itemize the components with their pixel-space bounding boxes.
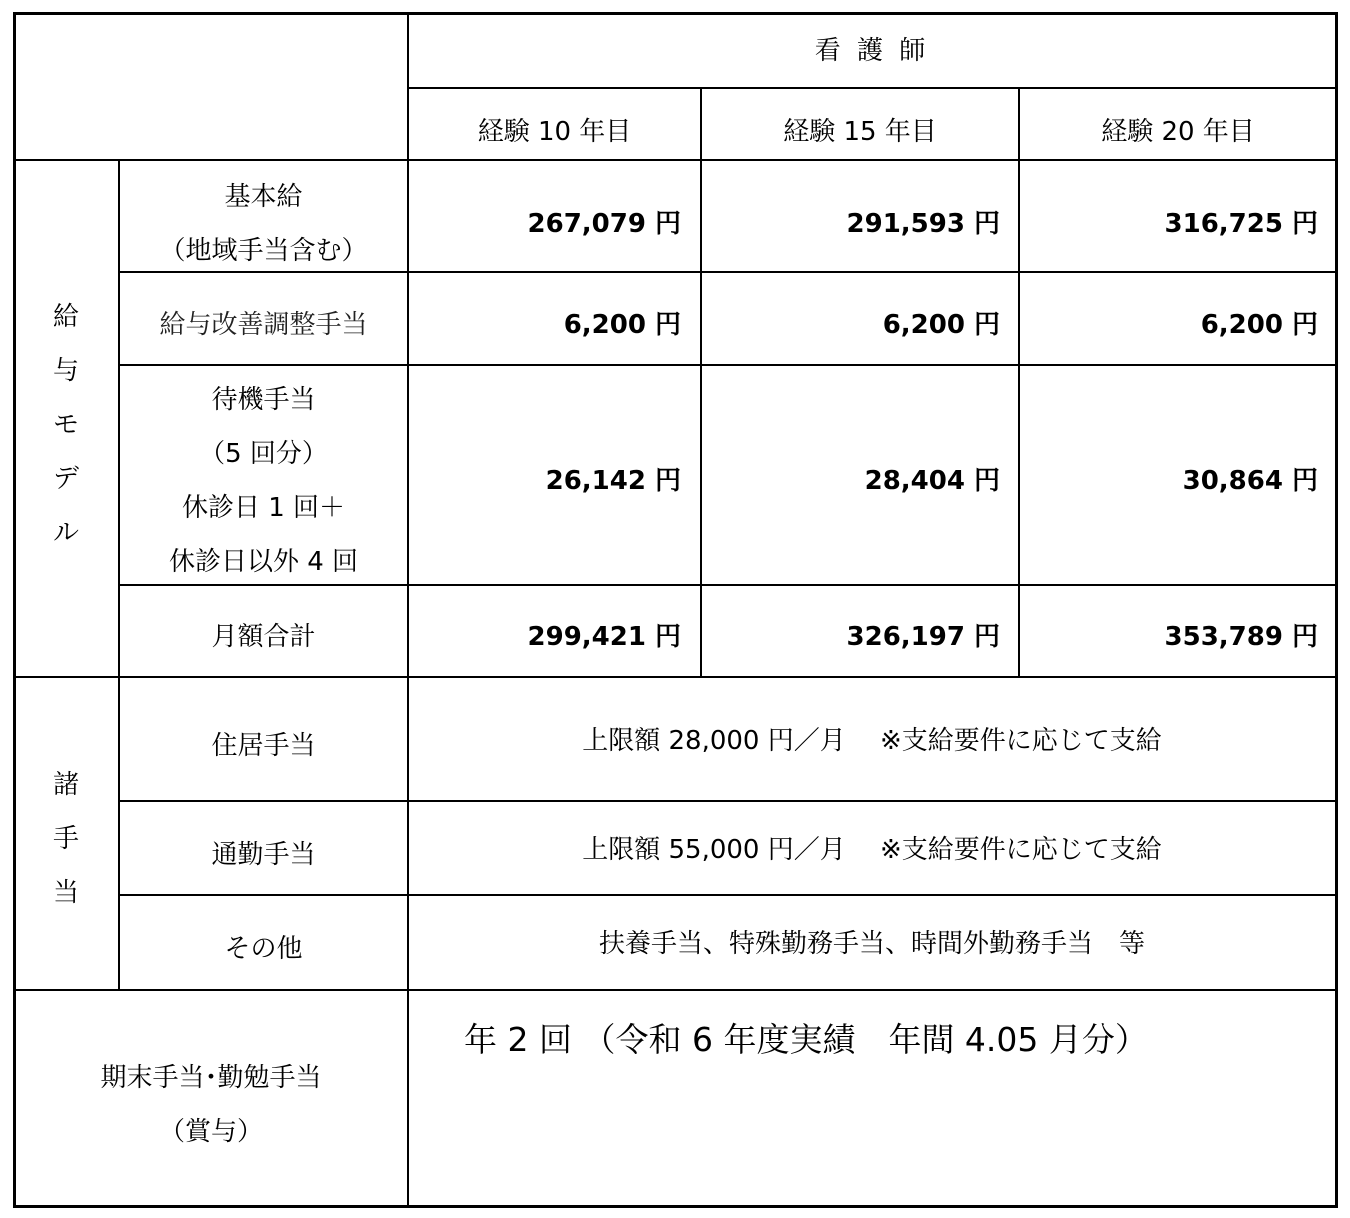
row-label: 住居手当 [211,731,316,761]
row-label: その他 [224,934,303,964]
table-cell: 291,593 円 [846,209,1000,239]
table-cell: 上限額 28,000 円／月 ※支給要件に応じて支給 [582,726,1162,756]
grid-line [1018,87,1020,677]
table-cell: 353,789 円 [1164,622,1318,652]
table-cell: 上限額 55,000 円／月 ※支給要件に応じて支給 [582,835,1162,865]
table-cell: 6,200 円 [563,310,681,340]
column-header: 経験 20 年目 [1101,117,1255,147]
grid-line [118,364,1337,366]
row-label: （賞与） [158,1117,263,1147]
row-label: （地域手当含む） [159,236,368,266]
grid-line [14,159,1337,161]
table-cell: 扶養手当、特殊勤務手当、時間外勤務手当 等 [598,929,1145,959]
table-cell: 316,725 円 [1164,209,1318,239]
row-label: 期末手当･勤勉手当 [100,1063,322,1093]
table-cell: 28,404 円 [864,466,1000,496]
grid-line [407,14,409,1207]
row-label: 月額合計 [211,622,316,652]
row-label: （5 回分） [199,439,328,469]
grid-line [407,87,1337,89]
row-label: 休診日 1 回＋ [181,493,346,523]
bonus-value: 年 2 回 （令和 6 年度実績 年間 4.05 月分） [464,1020,1148,1059]
grid-line [118,894,1337,896]
table-cell: 267,079 円 [527,209,681,239]
column-header: 経験 10 年目 [477,117,632,147]
header-group-title: 看 護 師 [814,36,930,66]
table-cell: 6,200 円 [882,310,1000,340]
row-label: 給与改善調整手当 [159,310,368,340]
grid-line [118,271,1337,273]
row-label: 基本給 [224,182,303,212]
salary-model-label: 給 与 モ デ ル [52,302,79,548]
grid-line [14,676,1337,678]
table-cell: 26,142 円 [545,466,681,496]
row-label: 休診日以外 4 回 [168,547,359,577]
table-cell: 30,864 円 [1182,466,1318,496]
table-cell: 6,200 円 [1200,310,1318,340]
grid-line [700,87,702,677]
table-cell: 299,421 円 [527,622,681,652]
grid-line [118,800,1337,802]
grid-line [14,989,1337,991]
column-header: 経験 15 年目 [783,117,937,147]
row-label: 通勤手当 [211,840,316,870]
grid-line [118,584,1337,586]
row-label: 待機手当 [211,385,316,415]
table-cell: 326,197 円 [846,622,1000,652]
allowances-label: 諸 手 当 [52,770,79,908]
